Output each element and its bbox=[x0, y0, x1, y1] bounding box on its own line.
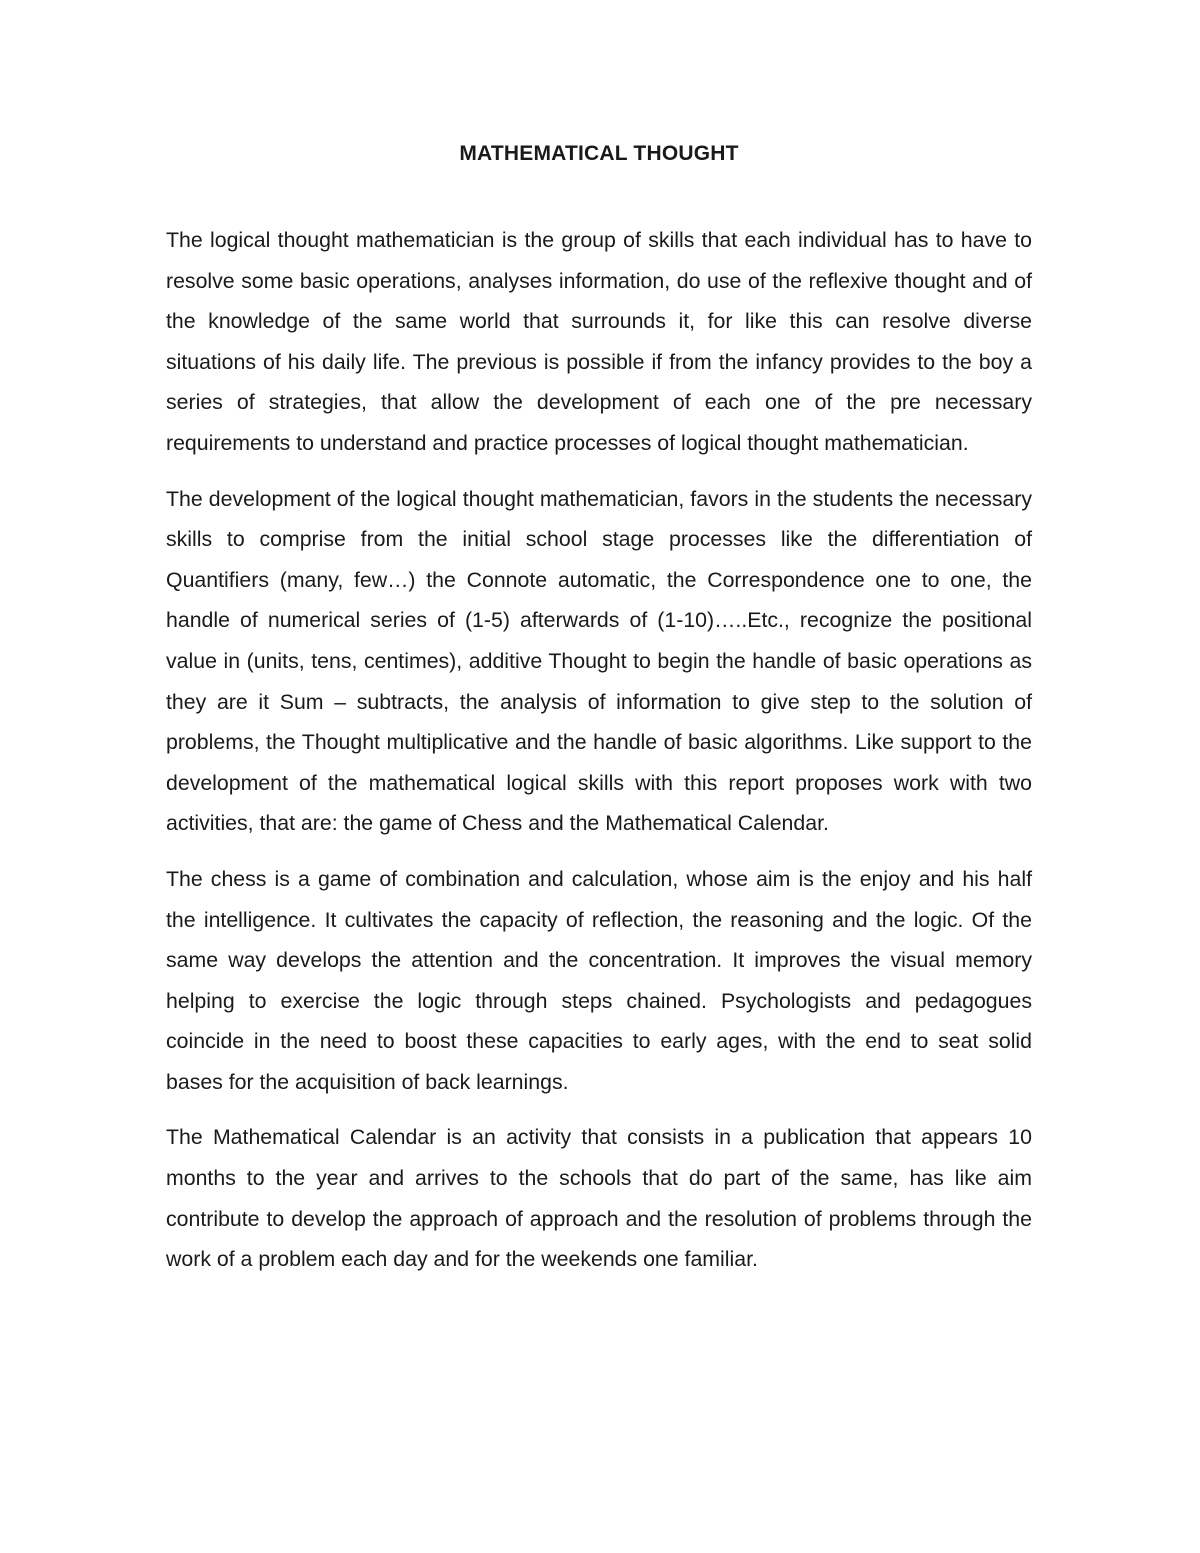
paragraph-calendar: The Mathematical Calendar is an activity that consists in a publication that appears 10 months to the year and arrives to the schools that do part of the same, has like aim contribute to develop the approach of approach and the resolution of problems through the work of a problem each day and for the weekends one familiar. bbox=[166, 1125, 1032, 1272]
paragraph-logical-thought: The logical thought mathematician is the group of skills that each individual has to have to resolve some basic operations, analyses information, do use of the reflexive thought and of the knowledge of the same world that surrounds it, for like this can resolve diverse situations of his daily life. The previous is possible if from the infancy provides to the boy a series of strategies, that allow the development of each one of the pre necessary requirements to understand and practice processes of logical thought mathematician. bbox=[166, 228, 1032, 455]
document-title: MATHEMATICAL THOUGHT bbox=[459, 142, 739, 165]
document-body bbox=[166, 138, 1032, 1295]
paragraph-chess: The chess is a game of combination and calculation, whose aim is the enjoy and his half the intelligence. It cultivates the capacity of reflection, the reasoning and the logic. Of the same way develops the attention and the concentration. It improves the visual memory helping to exercise the logic through steps chained. Psychologists and pedagogues coincide in the need to boost these capacities to early ages, with the end to seat solid bases for the acquisition of back learnings. bbox=[166, 866, 1032, 1094]
paragraph-development: The development of the logical thought mathematician, favors in the students the necessary skills to comprise from the initial school stage processes like the differentiation of Quantifiers (many, few…) the Connote automatic, the Correspondence one to one, the handle of numerical series of (1-5) afterwards of (1-10)…..Etc., recognize the positional value in (units, tens, centimes), additive Thought to begin the handle of basic operations as they are it Sum – subtracts, the analysis of information to give step to the solution of problems, the Thought multiplicative and the handle of basic algorithms. Like support to the development of the mathematical logical skills with this report proposes work with two activities, that are: the game of Chess and the Mathematical Calendar. bbox=[166, 486, 1032, 836]
